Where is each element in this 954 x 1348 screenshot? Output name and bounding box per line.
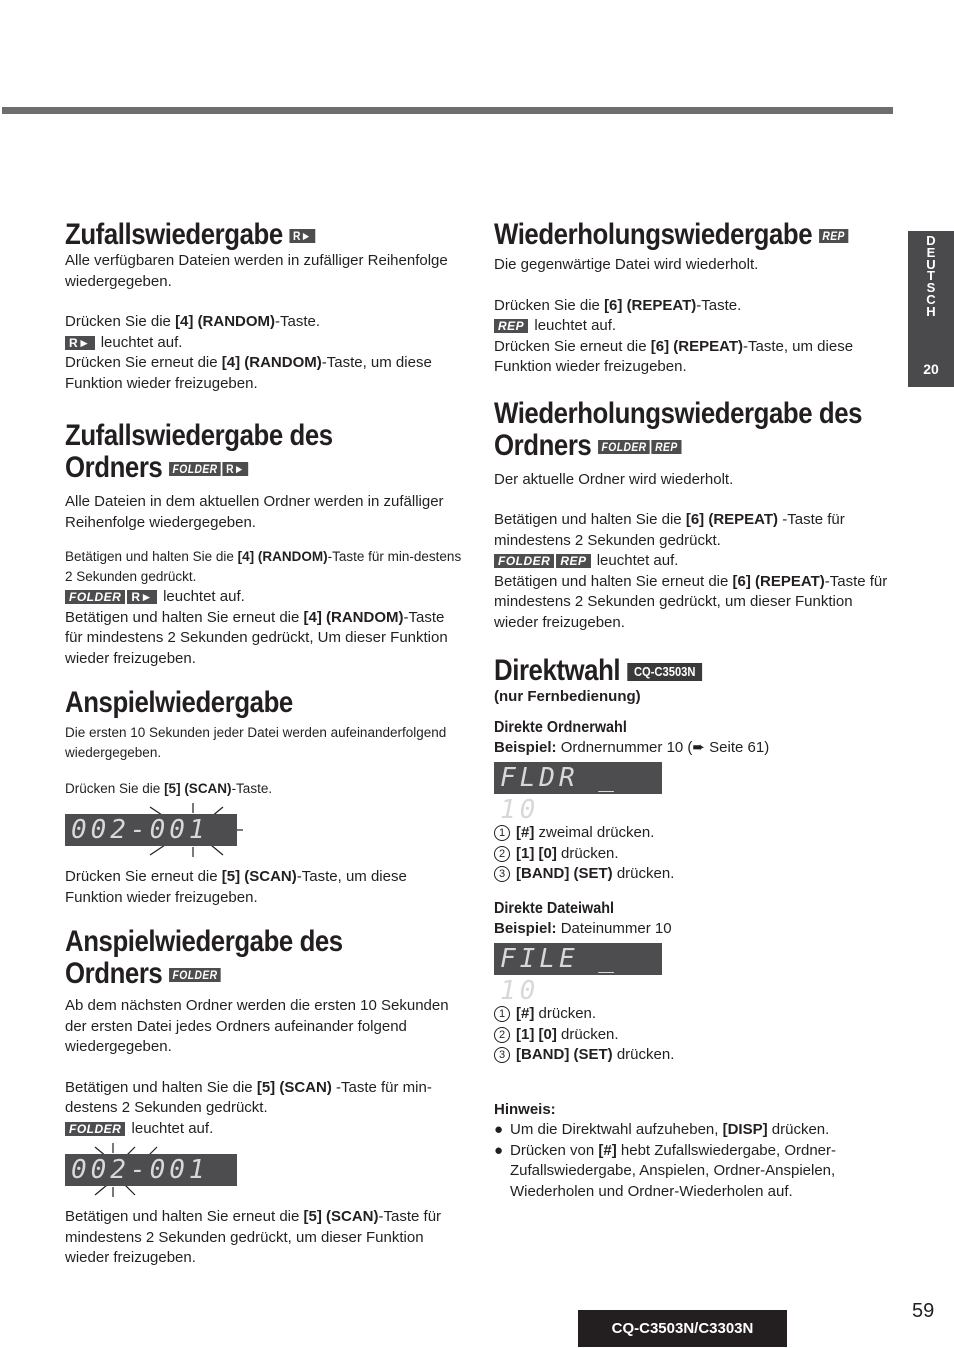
step: 2 [1] [0] drücken. [494, 1025, 894, 1046]
random-indicator-badge: R► [223, 462, 248, 476]
folder-scan-display-illustration [65, 1143, 465, 1197]
tab-letter: H [926, 303, 936, 319]
scan-display-illustration [65, 803, 465, 857]
paragraph: Alle verfügbaren Dateien werden in zufälliger Reihenfolge wiedergegeben. [65, 252, 448, 290]
section-title: Ordners FOLDER REP [494, 430, 838, 462]
left-column [65, 219, 465, 1269]
bullet-icon: ● [494, 1121, 504, 1138]
paragraph: FOLDER REP leuchtet auf. [494, 551, 894, 572]
hint-item: ● Drücken von [#] hebt Zufallswiedergabe, Ordner-Zufallswiedergabe, Anspielen, Ordner-Anspielen, Wiederholen und Ordner-Wiederholen auf. [494, 1141, 894, 1203]
folder-indicator-badge: FOLDER [65, 590, 125, 604]
paragraph: FOLDER leuchtet auf. [65, 1119, 465, 1140]
section-title: Ordners FOLDER R► [65, 452, 409, 484]
page-number: 59 [912, 1300, 935, 1322]
section-title: Direktwahl CQ-C3503N [494, 655, 838, 687]
repeat-indicator-badge: REP [556, 554, 590, 568]
subsection-title: Direkte Ordnerwahl [494, 718, 627, 736]
folder-indicator-badge: FOLDER [169, 462, 221, 476]
paragraph: REP leuchtet auf. [494, 316, 894, 337]
paragraph: Der aktuelle Ordner wird wiederholt. [494, 470, 734, 488]
repeat-indicator-badge: REP [494, 319, 528, 333]
top-rule [2, 107, 893, 114]
paragraph: Ab dem nächsten Ordner werden die ersten 10 Sekunden der ersten Datei jedes Ordners aufeinander folgend wiedergegeben. [65, 997, 449, 1055]
model-badge: CQ-C3503N [627, 663, 702, 681]
step: 1 [#] drücken. [494, 1004, 894, 1025]
random-indicator-badge: R► [127, 590, 157, 604]
hint-title: Hinweis: [494, 1100, 556, 1118]
section-number: 20 [923, 361, 939, 377]
random-indicator-badge: R► [290, 229, 315, 243]
section-title: Zufallswiedergabe des [65, 419, 333, 452]
paragraph: Drücken Sie die [5] (SCAN)-Taste. [65, 781, 273, 796]
section-title: Anspielwiedergabe des [65, 925, 343, 958]
paragraph: Drücken Sie erneut die [6] (REPEAT)-Taste, um diese Funktion wieder freizugeben. [494, 337, 854, 375]
step: 3 [BAND] (SET) drücken. [494, 1045, 894, 1066]
paragraph: Betätigen und halten Sie erneut die [4] (RANDOM)-Taste für mindestens 2 Sekunden gedrückt, Um dieser Funktion wieder freizugeben. [65, 608, 448, 667]
paragraph: Betätigen und halten Sie die [5] (SCAN) -Taste für min-destens 2 Sekunden gedrückt. [65, 1078, 432, 1116]
tab-letter: S [926, 280, 936, 296]
step: 1 [#] zweimal drücken. [494, 823, 894, 844]
section-title: Wiederholungswiedergabe REP [494, 219, 838, 251]
paragraph: Drücken Sie erneut die [4] (RANDOM)-Taste, um diese Funktion wieder freizugeben. [65, 354, 432, 392]
paragraph: Betätigen und halten Sie erneut die [5] (SCAN)-Taste für mindestens 2 Sekunden gedrückt, um dieser Funktion wieder freizugeben. [65, 1208, 442, 1266]
tab-letter: E [926, 244, 936, 260]
paragraph: Beispiel: Ordnernummer 10 (➨ Seite 61) [494, 738, 770, 756]
repeat-indicator-badge: REP [819, 229, 848, 243]
step: 2 [1] [0] drücken. [494, 844, 894, 865]
lcd-display: FILE _ 10 [494, 943, 662, 975]
paragraph: FOLDER R► leuchtet auf. [65, 587, 465, 608]
section-title: Anspielwiedergabe [65, 686, 293, 719]
step: 3 [BAND] (SET) drücken. [494, 864, 894, 885]
paragraph: Betätigen und halten Sie die [6] (REPEAT) -Taste für mindestens 2 Sekunden gedrückt. [494, 511, 845, 549]
paragraph: Drücken Sie erneut die [5] (SCAN)-Taste, um diese Funktion wieder freizugeben. [65, 868, 407, 906]
paragraph: R► leuchtet auf. [65, 333, 465, 354]
paragraph: Drücken Sie die [4] (RANDOM)-Taste. [65, 313, 321, 330]
arrow-icon: ➨ [692, 738, 705, 756]
repeat-indicator-badge: REP [652, 440, 681, 454]
tab-letter: C [926, 291, 936, 307]
bullet-icon: ● [494, 1141, 504, 1159]
section-title: Wiederholungswiedergabe des [494, 396, 863, 430]
section-title: Zufallswiedergabe R► [65, 219, 409, 251]
lcd-display: 002-001 [65, 814, 237, 846]
hint-item: ● Um die Direktwahl aufzuheben, [DISP] drücken. [494, 1120, 894, 1141]
paragraph: Betätigen und halten Sie erneut die [6] (REPEAT)-Taste für mindestens 2 Sekunden gedrückt, um dieser Funktion wieder freizugeben. [494, 572, 888, 631]
subsection-title: Direkte Dateiwahl [494, 899, 615, 917]
subtitle: (nur Fernbedienung) [494, 688, 641, 705]
lcd-display: 002-001 [65, 1154, 237, 1186]
right-column [494, 219, 894, 1202]
paragraph: Betätigen und halten Sie die [4] (RANDOM)-Taste für min-destens 2 Sekunden gedrückt. [65, 549, 462, 584]
tab-letter: T [927, 268, 935, 284]
folder-indicator-badge: FOLDER [598, 440, 650, 454]
tab-letter: U [926, 256, 936, 272]
language-tab [908, 231, 954, 387]
random-indicator-badge: R► [65, 336, 95, 350]
tab-letter: D [926, 233, 936, 248]
folder-indicator-badge: FOLDER [169, 968, 221, 982]
paragraph: Drücken Sie die [6] (REPEAT)-Taste. [494, 296, 742, 314]
folder-indicator-badge: FOLDER [65, 1122, 125, 1136]
paragraph: Die gegenwärtige Datei wird wiederholt. [494, 256, 759, 273]
section-title: Ordners FOLDER [65, 958, 409, 990]
language-letters [908, 231, 954, 318]
lcd-display: FLDR _ 10 [494, 762, 662, 794]
paragraph: Die ersten 10 Sekunden jeder Datei werden aufeinanderfolgend wiedergegeben. [65, 725, 447, 760]
folder-indicator-badge: FOLDER [494, 554, 554, 568]
paragraph: Alle Dateien in dem aktuellen Ordner werden in zufälliger Reihenfolge wiedergegeben. [65, 493, 444, 531]
model-footer: CQ-C3503N/C3303N [578, 1310, 787, 1347]
paragraph: Beispiel: Dateinummer 10 [494, 919, 672, 937]
